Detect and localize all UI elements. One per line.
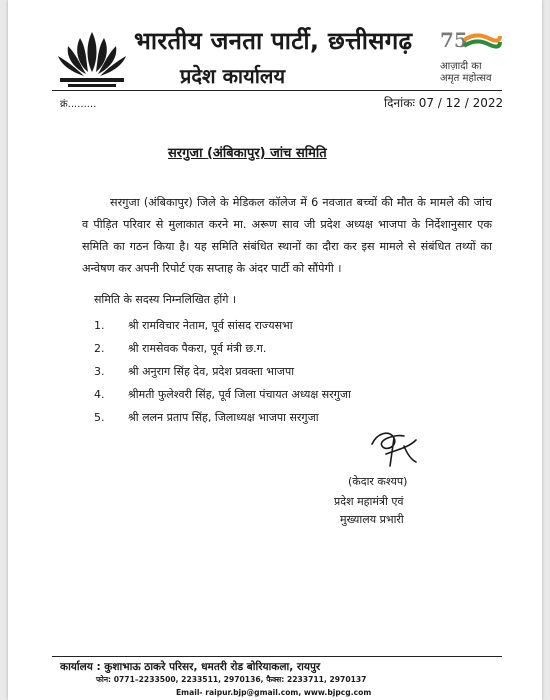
signatory-designation-2: मुख्यालय प्रभारी: [340, 513, 404, 526]
member-item: [94, 364, 294, 379]
reference-number: क्रं.........: [60, 99, 97, 110]
azadi-text-line2: अमृत महोत्सव: [440, 73, 492, 84]
footer-email: Email- raipur.bjp@gmail.com, www.bjpcg.com: [176, 688, 372, 697]
azadi-75: 75: [440, 28, 468, 52]
member-number: 2.: [94, 342, 105, 355]
member-name: श्री अनुराग सिंह देव, प्रदेश प्रवक्ता भाजपा: [128, 365, 295, 378]
azadi-ka-amrit-mahotsav-logo: [434, 28, 510, 86]
member-name: श्री रामविचार नेताम, पूर्व सांसद राज्यसभा: [128, 319, 293, 332]
signatory-designation: प्रदेश महामंत्री एवं: [334, 495, 404, 508]
members-intro: समिति के सदस्य निम्नलिखित होंगे ।: [94, 293, 237, 306]
organization-title: भारतीय जनता पार्टी, छत्तीसगढ़: [134, 27, 413, 55]
member-name: श्री ललन प्रताप सिंह, जिलाध्यक्ष भाजपा सरगुजा: [128, 411, 319, 424]
flag-icon: [462, 32, 502, 56]
member-name: श्री रामसेवक पैकरा, पूर्व मंत्री छ.ग.: [128, 342, 267, 355]
signatory-name: (केदार कश्यप): [348, 475, 408, 488]
footer-address: कार्यालय : कुशाभाऊ ठाकरे परिसर, धमतरी रोड बोरियाकला, रायपुर: [60, 661, 321, 673]
subject-heading: सरगुजा (अंबिकापुर) जांच समिति: [168, 146, 327, 161]
member-item: [94, 387, 351, 402]
signature-mark: [364, 426, 424, 470]
member-number: 4.: [94, 388, 105, 401]
letter-date: दिनांकः 07 / 12 / 2022: [384, 96, 504, 110]
azadi-text-line1: आज़ादी का: [440, 61, 482, 72]
letter-page: [8, 0, 542, 700]
body-paragraph: सरगुजा (अंबिकापुर) जिले के मेडिकल कॉलेज में 6 नवजात बच्चों की मौत के मामले की जांच व पीड़ित परिवार से मुलाकात करने मा. अरूण साव जी प्रदेश अध्यक्ष भाजपा के निर्देशानुसार एक समिति का गठन किया है। यह समिति संबंधित स्थानों का दौरा कर इस मामले से संबंधित तथ्यों का अन्वेषण कर अपनी रिपोर्ट एक सप्ताह के अंदर पार्टी को सौंपेगी ।: [82, 196, 492, 275]
member-number: 1.: [94, 319, 105, 332]
member-number: 5.: [94, 411, 105, 424]
member-number: 3.: [94, 365, 105, 378]
member-name: श्रीमती फुलेश्वरी सिंह, पूर्व जिला पंचायत अध्यक्ष सरगुजा: [128, 388, 351, 401]
footer-phone: फोन: 0771–2233500, 2233511, 2970136, फैक्स: 2233711, 2970137: [96, 675, 367, 684]
footer-divider: [52, 656, 502, 657]
office-subtitle: प्रदेश कार्यालय: [180, 64, 286, 88]
member-item: [94, 318, 293, 333]
header-divider: [52, 90, 502, 91]
bjp-lotus-logo: [54, 28, 130, 88]
member-item: [94, 341, 266, 356]
member-item: [94, 410, 319, 425]
